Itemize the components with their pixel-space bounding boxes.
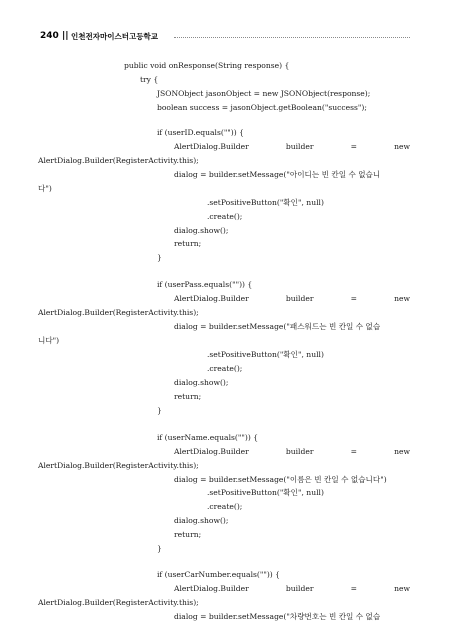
page-number: 240	[40, 31, 59, 41]
code-line: .setPositiveButton("확인", null)	[207, 197, 324, 207]
code-token: AlertDialog.Builder	[174, 142, 249, 151]
code-line: if (userPass.equals("")) {	[157, 280, 253, 290]
code-line: AlertDialog.Builder(RegisterActivity.this);	[38, 155, 199, 165]
code-token: =	[350, 294, 357, 304]
code-token: new	[394, 142, 410, 151]
code-token: builder	[285, 584, 314, 594]
code-line: .setPositiveButton("확인", null)	[207, 488, 324, 498]
code-line: .create();	[207, 502, 243, 512]
code-line: return;	[174, 530, 202, 540]
code-line: dialog = builder.setMessage("차량번호는 빈 칸일 수 없습	[174, 612, 381, 621]
code-line	[174, 447, 410, 457]
code-line: if (userName.equals("")) {	[157, 432, 259, 442]
code-line: return;	[174, 391, 202, 401]
code-line: .setPositiveButton("확인", null)	[207, 350, 324, 359]
code-line	[174, 142, 410, 152]
code-token: AlertDialog.Builder	[174, 446, 249, 456]
code-token: =	[350, 446, 357, 456]
code-line	[174, 294, 410, 304]
header-separator: ||	[62, 31, 69, 41]
code-line: return;	[174, 239, 202, 249]
code-line: dialog.show();	[174, 225, 229, 235]
code-token: AlertDialog.Builder	[174, 584, 249, 594]
code-token: new	[394, 294, 410, 304]
code-line: 다")	[38, 183, 52, 193]
code-token: builder	[285, 294, 314, 304]
code-line: }	[157, 544, 162, 554]
code-line: AlertDialog.Builder(RegisterActivity.this);	[38, 598, 199, 608]
code-token: new	[394, 446, 410, 456]
code-line: if (userID.equals("")) {	[157, 128, 244, 137]
code-line: AlertDialog.Builder(RegisterActivity.this);	[38, 460, 199, 470]
code-token: new	[394, 584, 410, 594]
code-line: dialog = builder.setMessage("이름은 빈 칸일 수 없습니다")	[174, 474, 387, 484]
code-line: .create();	[207, 363, 243, 373]
code-line: 니다")	[38, 336, 60, 346]
code-token: AlertDialog.Builder	[174, 294, 249, 304]
code-token: =	[350, 142, 357, 151]
code-line: dialog.show();	[174, 516, 229, 526]
code-line: dialog = builder.setMessage("아이디는 빈 칸일 수 없습니	[174, 169, 381, 179]
code-token: =	[350, 584, 357, 594]
school-name: 인천전자마이스터고등학교	[71, 32, 158, 41]
code-line: AlertDialog.Builder(RegisterActivity.this);	[38, 308, 199, 318]
code-line: if (userCarNumber.equals("")) {	[157, 570, 281, 580]
code-line: try {	[140, 74, 159, 84]
code-line: public void onResponse(String response) {	[124, 61, 290, 70]
code-token: builder	[285, 446, 314, 456]
code-line: JSONObject jasonObject = new JSONObject(response);	[157, 88, 371, 98]
code-line: .create();	[207, 211, 243, 221]
code-line: dialog.show();	[174, 377, 229, 387]
code-line: }	[157, 253, 162, 263]
code-line: dialog = builder.setMessage("패스워드는 빈 칸일 수 없습	[174, 322, 381, 332]
code-line: boolean success = jasonObject.getBoolean("success");	[157, 102, 367, 112]
code-token: builder	[285, 142, 314, 151]
code-line	[174, 584, 410, 594]
code-line: }	[157, 405, 162, 415]
